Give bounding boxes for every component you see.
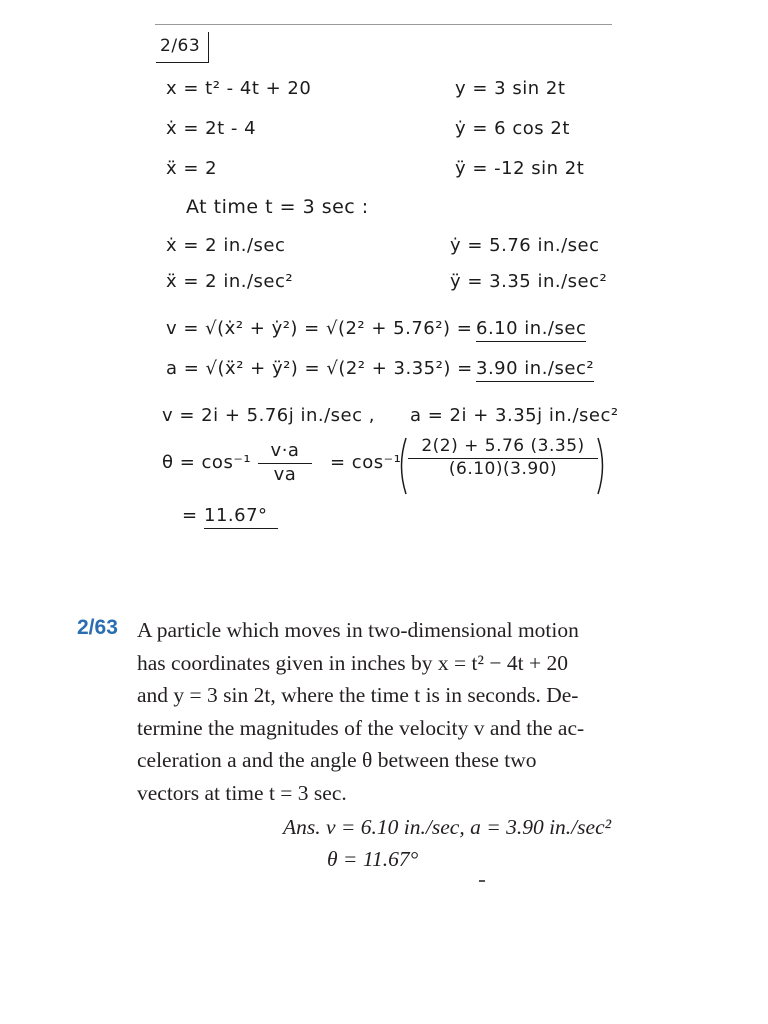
problem-number: 2/63: [77, 616, 118, 639]
y-velocity-value: ẏ = 5.76 in./sec: [450, 235, 600, 256]
y-acceleration-equation: ÿ = -12 sin 2t: [455, 158, 585, 179]
problem-line: and y = 3 sin 2t, where the time t is in seconds. De-: [137, 683, 579, 707]
top-rule: [155, 24, 612, 25]
problem-line: celeration a and the angle θ between these two: [137, 748, 537, 772]
problem-statement: [137, 614, 584, 809]
theta-equals-cos-inverse: = cos⁻¹: [330, 452, 402, 473]
x-velocity-equation: ẋ = 2t - 4: [166, 118, 257, 139]
theta-definition: θ = cos⁻¹: [162, 452, 252, 473]
acceleration-magnitude-expression: a = √(ẍ² + ÿ²) = √(2² + 3.35²) =: [166, 358, 473, 379]
y-acceleration-value: ÿ = 3.35 in./sec²: [450, 271, 608, 292]
left-paren-icon: [396, 436, 408, 496]
theta-numeric-numerator: 2(2) + 5.76 (3.35): [408, 436, 598, 459]
theta-dot-product: [258, 440, 312, 485]
speed-expression: v = √(ẋ² + ẏ²) = √(2² + 5.76²) =: [166, 318, 473, 339]
answer-line-2: θ = 11.67°: [327, 847, 419, 871]
stray-mark: [479, 880, 485, 882]
acceleration-magnitude-result: 3.90 in./sec²: [476, 358, 594, 382]
answer-line-1: Ans. v = 6.10 in./sec, a = 3.90 in./sec²: [283, 815, 612, 839]
theta-numerator: v·a: [258, 440, 312, 464]
velocity-vector: v = 2i + 5.76j in./sec ,: [162, 405, 375, 426]
speed-result: 6.10 in./sec: [476, 318, 586, 342]
y-equation: y = 3 sin 2t: [455, 78, 566, 99]
theta-numeric-fraction: [408, 436, 598, 479]
at-time-heading: At time t = 3 sec :: [186, 196, 369, 218]
theta-result-equals: =: [182, 505, 198, 526]
solution-problem-box: [156, 32, 209, 63]
x-equation: x = t² - 4t + 20: [166, 78, 312, 99]
y-velocity-equation: ẏ = 6 cos 2t: [455, 118, 570, 139]
problem-line: vectors at time t = 3 sec.: [137, 780, 347, 805]
x-acceleration-value: ẍ = 2 in./sec²: [166, 271, 294, 292]
solution-problem-number: 2/63: [160, 36, 201, 56]
right-paren-icon: [596, 436, 608, 496]
theta-denominator: va: [273, 464, 297, 485]
x-velocity-value: ẋ = 2 in./sec: [166, 235, 286, 256]
problem-line: termine the magnitudes of the velocity v and the ac-: [137, 715, 585, 740]
theta-numeric-denominator: (6.10)(3.90): [448, 459, 558, 479]
x-acceleration-equation: ẍ = 2: [166, 158, 218, 179]
theta-result: 11.67°: [204, 505, 278, 529]
problem-line: has coordinates given in inches by x = t² − 4t + 20: [137, 650, 568, 675]
problem-line: A particle which moves in two-dimensional motion: [137, 618, 579, 642]
acceleration-vector: a = 2i + 3.35j in./sec²: [410, 405, 619, 426]
